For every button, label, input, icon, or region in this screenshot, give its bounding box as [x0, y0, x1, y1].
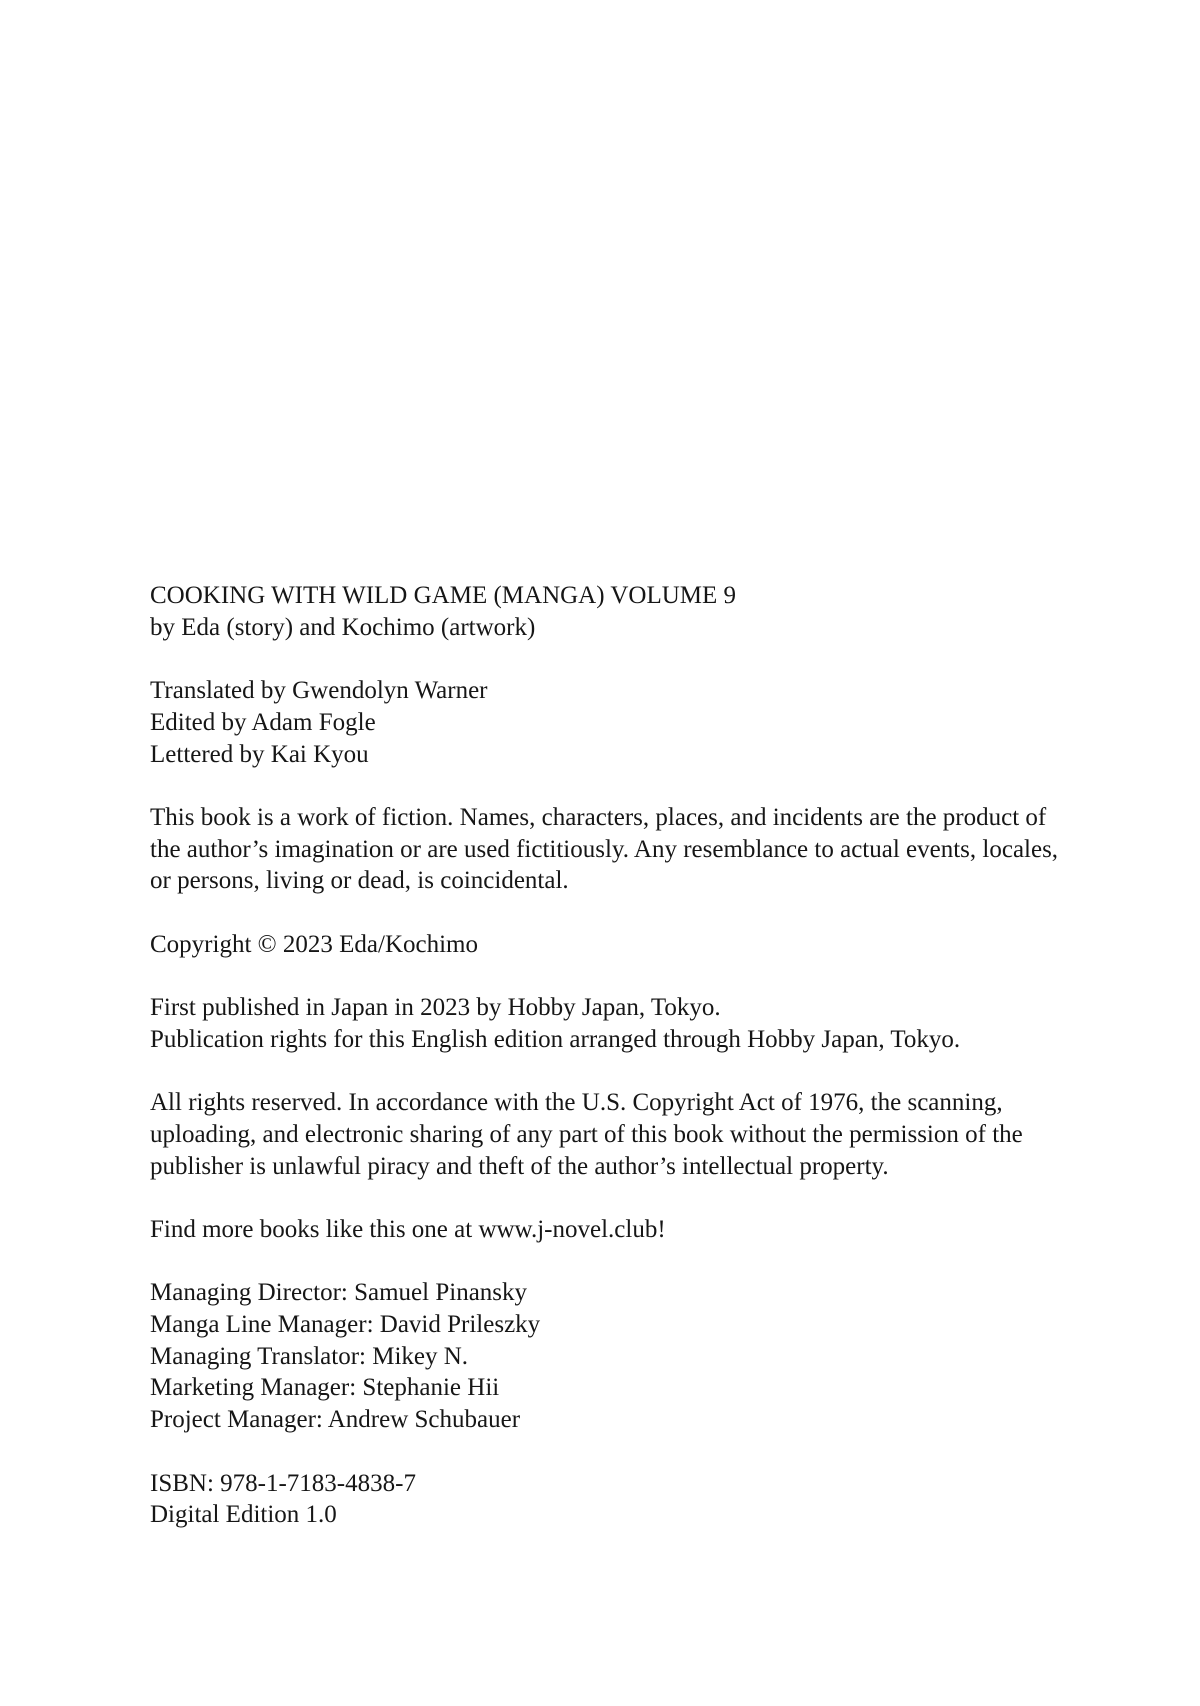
text-line: Lettered by Kai Kyou — [150, 740, 369, 768]
text-line: Translated by Gwendolyn Warner — [150, 677, 488, 705]
text-line: Project Manager: Andrew Schubauer — [150, 1406, 521, 1434]
text-line: ISBN: 978-1-7183-4838-7 — [150, 1469, 416, 1497]
text-line: Copyright © 2023 Eda/Kochimo — [150, 930, 478, 958]
text-line: Edited by Adam Fogle — [150, 708, 376, 736]
text-line: Marketing Manager: Stephanie Hii — [150, 1374, 500, 1402]
credits-block — [150, 675, 1125, 770]
text-line: Publication rights for this English edition arranged through Hobby Japan, Tokyo. — [150, 1025, 961, 1053]
text-line: This book is a work of fiction. Names, characters, places, and incidents are the product of — [150, 803, 1047, 831]
text-line: the author’s imagination or are used fictitiously. Any resemblance to actual events, locales, — [150, 835, 1059, 863]
text-line: Managing Director: Samuel Pinansky — [150, 1279, 528, 1307]
staff-block — [150, 1277, 1125, 1436]
text-line: First published in Japan in 2023 by Hobby Japan, Tokyo. — [150, 994, 721, 1022]
title-block — [150, 580, 1125, 643]
text-line: or persons, living or dead, is coincidental. — [150, 867, 569, 895]
text-line: uploading, and electronic sharing of any part of this book without the permission of the — [150, 1120, 1023, 1148]
text-line: COOKING WITH WILD GAME (MANGA) VOLUME 9 — [150, 582, 737, 609]
text-line: Digital Edition 1.0 — [150, 1501, 337, 1529]
fiction-disclaimer-block — [150, 802, 1125, 897]
isbn-block — [150, 1468, 1125, 1531]
text-line: publisher is unlawful piracy and theft of the author’s intellectual property. — [150, 1152, 889, 1180]
text-line: All rights reserved. In accordance with the U.S. Copyright Act of 1976, the scanning, — [150, 1089, 1003, 1117]
text-line: by Eda (story) and Kochimo (artwork) — [150, 613, 536, 641]
text-line: Managing Translator: Mikey N. — [150, 1342, 469, 1370]
publication-block — [150, 992, 1125, 1055]
text-line: Manga Line Manager: David Prileszky — [150, 1311, 541, 1339]
copyright-block — [150, 929, 1125, 961]
text-line: Find more books like this one at www.j-novel.club! — [150, 1215, 666, 1243]
rights-block — [150, 1087, 1125, 1182]
colophon — [150, 580, 1125, 1531]
find-more-block — [150, 1214, 1125, 1246]
